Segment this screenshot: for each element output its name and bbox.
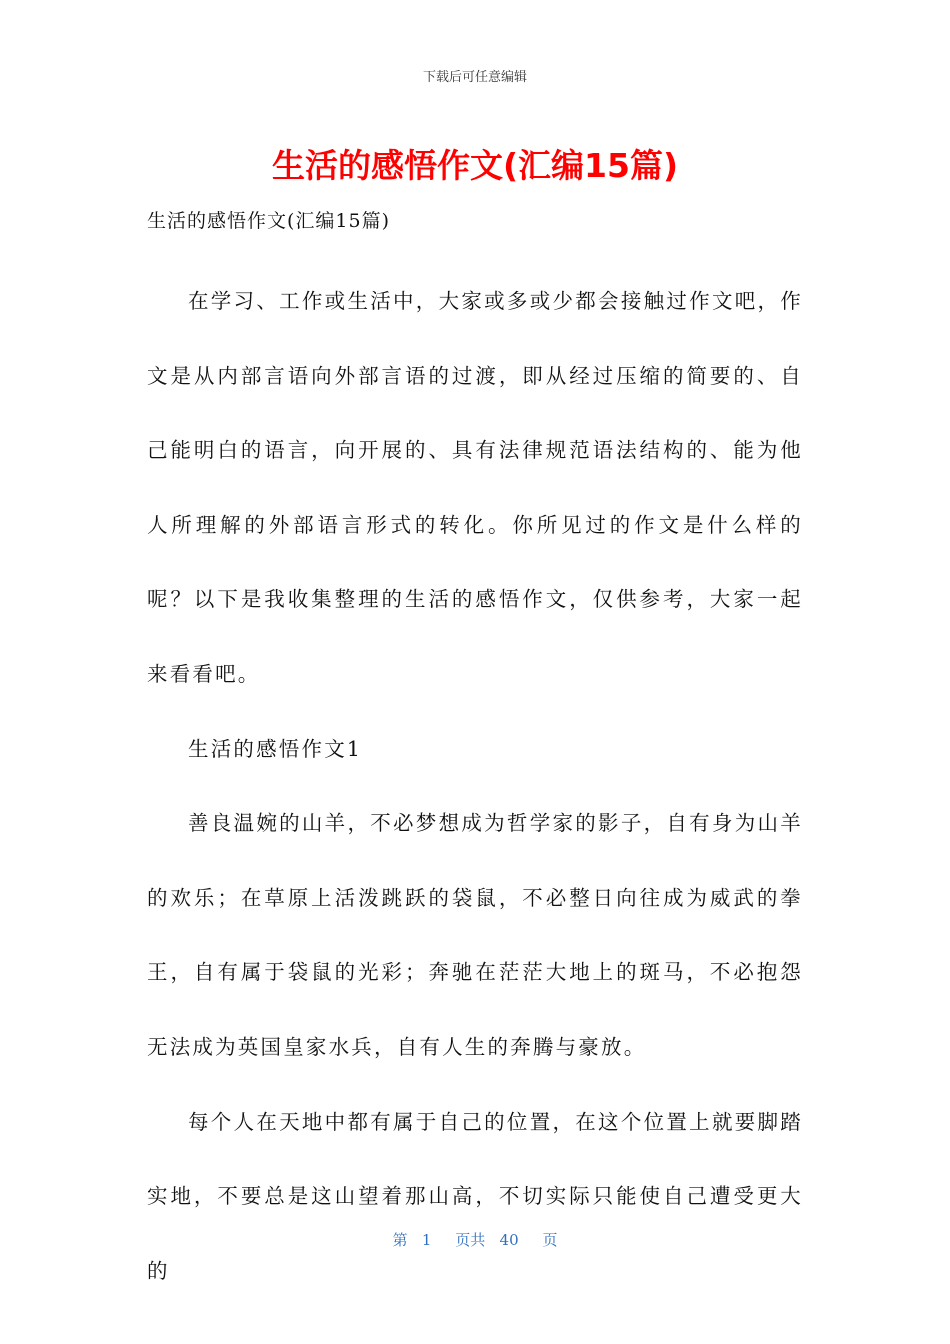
footer-suffix: 页 [542,1231,558,1249]
document-body [147,264,803,1308]
document-title: 生活的感悟作文(汇编15篇) [271,146,679,185]
intro-paragraph: 在学习、工作或生活中，大家或多或少都会接触过作文吧，作文是从内部言语向外部言语的过渡，即从经过压缩的简要的、自己能明白的语言，向开展的、具有法律规范语法结构的、能为他人所理解的外部语言形式的转化。你所见过的作文是什么样的呢？以下是我收集整理的生活的感悟作文，仅供参考，大家一起来看看吧。 [147,289,803,686]
document-subtitle: 生活的感悟作文(汇编15篇) [147,210,391,232]
footer-prefix: 第 [392,1231,408,1249]
body-paragraph: 每个人在天地中都有属于自己的位置，在这个位置上就要脚踏实地，不要总是这山望着那山高，不切实际只能使自己遭受更大的 [147,1109,803,1283]
page-footer [0,1229,950,1250]
section-heading: 生活的感悟作文1 [188,736,363,761]
body-paragraph: 善良温婉的山羊，不必梦想成为哲学家的影子，自有身为山羊的欢乐；在草原上活泼跳跃的袋鼠，不必整日向往成为威武的拳王，自有属于袋鼠的光彩；奔驰在茫茫大地上的斑马，不必抱怨无法成为英国皇家水兵，自有人生的奔腾与豪放。 [147,811,803,1059]
footer-mid: 页共 [455,1231,486,1249]
header-note: 下载后可任意编辑 [422,70,527,85]
footer-current-page: 1 [421,1231,432,1249]
footer-total-pages: 40 [499,1231,519,1249]
